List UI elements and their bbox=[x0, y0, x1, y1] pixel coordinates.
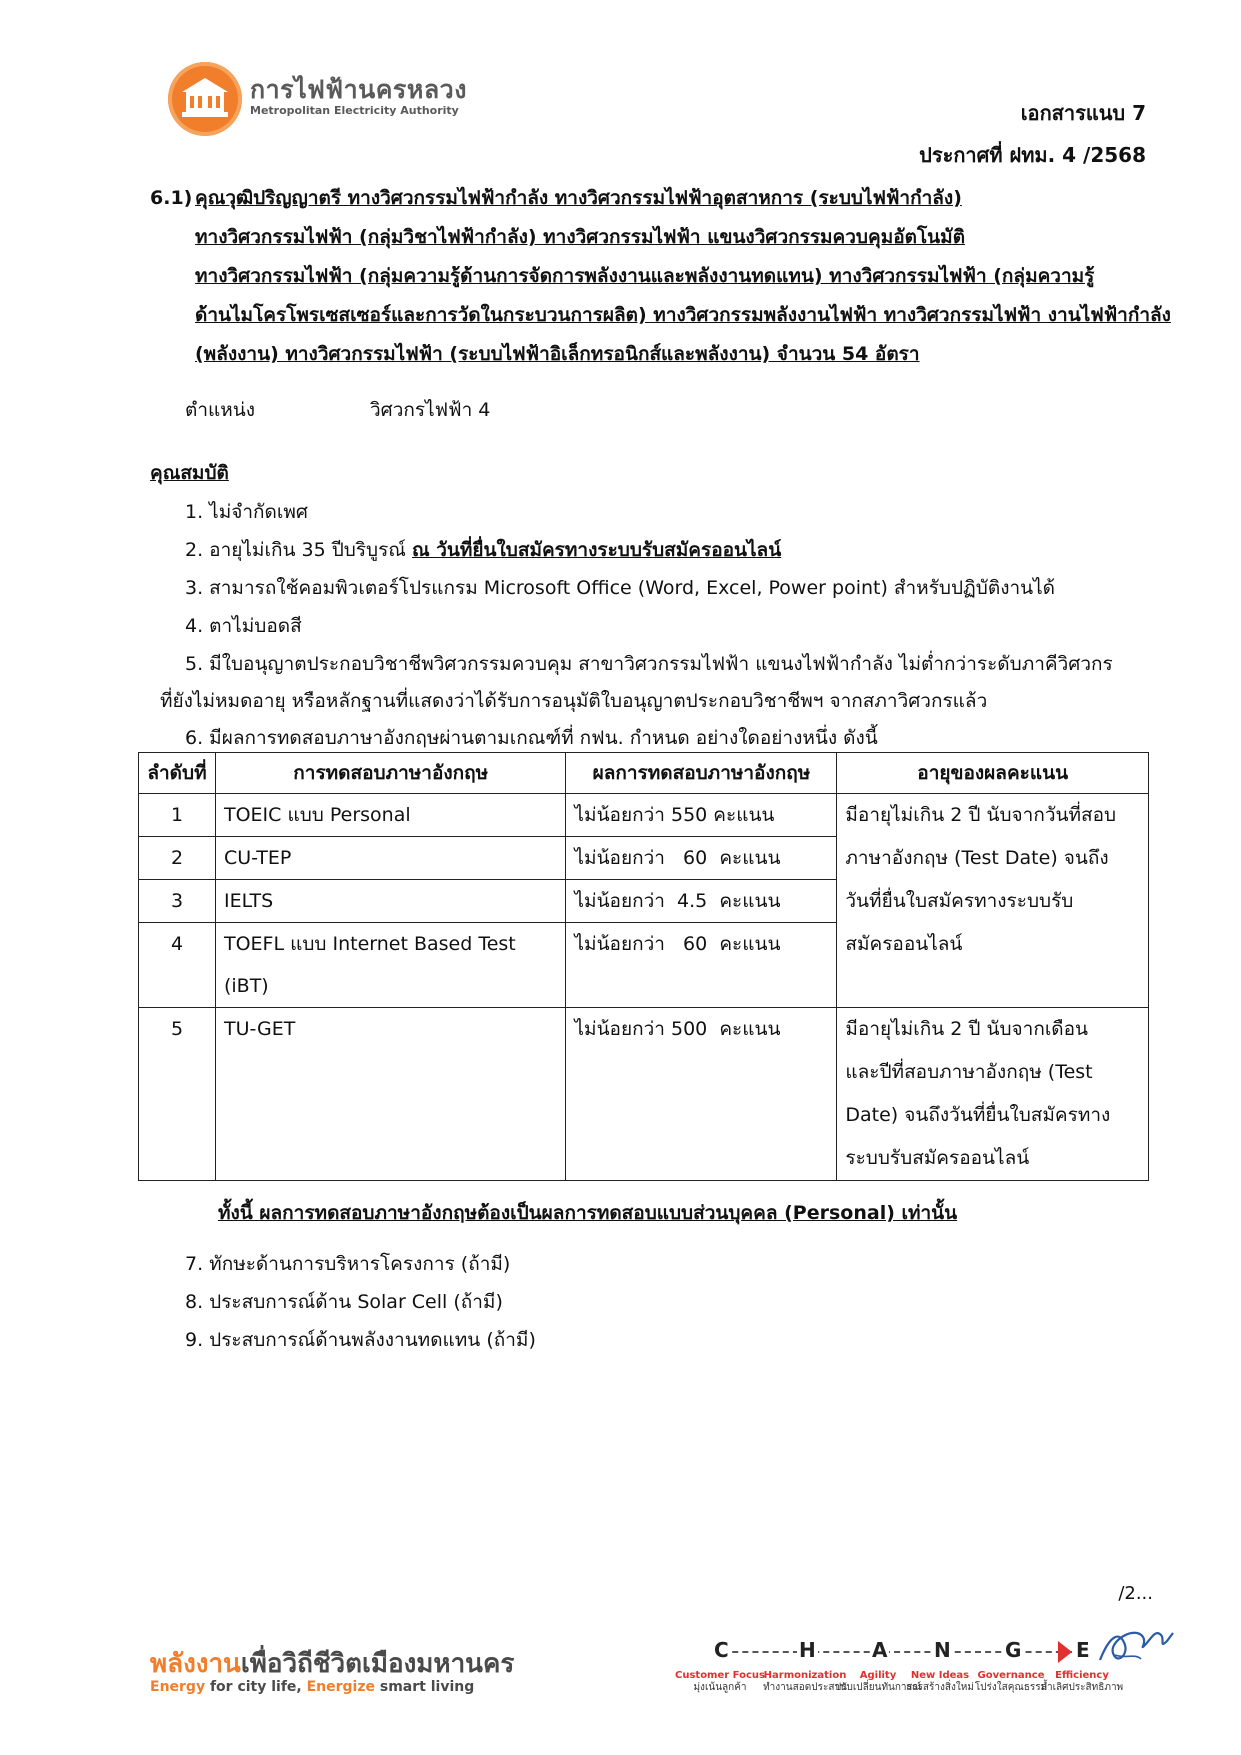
change-arrow-icon bbox=[1058, 1641, 1072, 1663]
change-caption bbox=[675, 1670, 765, 1694]
extra-item: 8. ประสบการณ์ด้าน Solar Cell (ถ้ามี) bbox=[185, 1291, 503, 1313]
test-score: ไม่น้อยกว่า 500 คะแนน bbox=[566, 1008, 837, 1181]
change-caption-en: Harmonization bbox=[763, 1670, 847, 1681]
change-letter: H bbox=[799, 1638, 816, 1662]
signature-image bbox=[1095, 1615, 1175, 1679]
extra-item: 7. ทักษะด้านการบริหารโครงการ (ถ้ามี) bbox=[185, 1253, 511, 1275]
qualification-item: 5. มีใบอนุญาตประกอบวิชาชีพวิศวกรรมควบคุม สาขาวิศวกรรมไฟฟ้า แขนงไฟฟ้ากำลัง ไม่ต่ำกว่าระดับภาคีวิศวกร bbox=[185, 653, 1113, 675]
qualification-item bbox=[185, 535, 781, 565]
slogan-en-accent: Energize bbox=[306, 1679, 376, 1695]
change-letter: G bbox=[1005, 1638, 1022, 1662]
validity-line: มีอายุไม่เกิน 2 ปี นับจากวันที่สอบ bbox=[845, 804, 1117, 826]
announcement-number: ประกาศที่ ฝทม. 4 /2568 bbox=[919, 143, 1146, 167]
change-caption-en: Efficiency bbox=[1055, 1670, 1109, 1681]
next-page-marker: /2... bbox=[1118, 1583, 1153, 1604]
qualification-emphasis: ณ วันที่ยื่นใบสมัครทางระบบรับสมัครออนไลน์ bbox=[411, 539, 782, 561]
table-row bbox=[139, 794, 1149, 837]
validity-line: วันที่ยื่นใบสมัครทางระบบรับ bbox=[845, 890, 1074, 912]
validity-line: ระบบรับสมัครออนไลน์ bbox=[845, 1147, 1030, 1169]
validity-line: และปีที่สอบภาษาอังกฤษ (Test bbox=[845, 1061, 1093, 1083]
test-score: ไม่น้อยกว่า 60 คะแนน bbox=[566, 923, 837, 1008]
attachment-label: เอกสารแนบ 7 bbox=[1020, 101, 1146, 125]
slogan-th-rest: เพื่อวิถีชีวิตเมืองมหานคร bbox=[240, 1649, 515, 1679]
org-name-en: Metropolitan Electricity Authority bbox=[250, 104, 459, 117]
score-validity bbox=[837, 1008, 1149, 1181]
test-name: TU-GET bbox=[215, 1008, 566, 1181]
test-score: ไม่น้อยกว่า 4.5 คะแนน bbox=[566, 880, 837, 923]
footer-slogan-th bbox=[150, 1643, 514, 1684]
validity-line: มีอายุไม่เกิน 2 ปี นับจากเดือน bbox=[845, 1018, 1089, 1040]
english-test-table bbox=[138, 752, 1149, 1181]
slogan-th-accent: พลังงาน bbox=[150, 1649, 241, 1679]
position-row bbox=[185, 395, 491, 425]
table-note: ทั้งนี้ ผลการทดสอบภาษาอังกฤษต้องเป็นผลการทดสอบแบบส่วนบุคคล (Personal) เท่านั้น bbox=[218, 1202, 958, 1224]
heading-line: (พลังงาน) ทางวิศวกรรมไฟฟ้า (ระบบไฟฟ้าอิเล็กทรอนิกส์และพลังงาน) จำนวน 54 อัตรา bbox=[195, 343, 920, 365]
change-caption-en: Agility bbox=[859, 1670, 897, 1681]
heading-line: ด้านไมโครโพรเซสเซอร์และการวัดในกระบวนการผลิต) ทางวิศวกรรมพลังงานไฟฟ้า ทางวิศวกรรมไฟฟ้า งานไฟฟ้ากำลัง bbox=[195, 304, 1171, 326]
table-header-row bbox=[139, 753, 1149, 794]
column-header: ผลการทดสอบภาษาอังกฤษ bbox=[566, 753, 837, 794]
qualification-item: 4. ตาไม่บอดสี bbox=[185, 615, 302, 637]
heading-line: ทางวิศวกรรมไฟฟ้า (กลุ่มความรู้ด้านการจัดการพลังงานและพลังงานทดแทน) ทางวิศวกรรมไฟฟ้า (กลุ่มความรู้ bbox=[195, 265, 1095, 287]
test-score: ไม่น้อยกว่า 60 คะแนน bbox=[566, 837, 837, 880]
change-letter: C bbox=[714, 1638, 729, 1662]
qualification-text: 2. อายุไม่เกิน 35 ปีบริบูรณ์ bbox=[185, 539, 412, 561]
validity-line: สมัครออนไลน์ bbox=[845, 933, 963, 955]
change-caption-th: มุ่งเน้นลูกค้า bbox=[693, 1682, 747, 1693]
validity-line: ภาษาอังกฤษ (Test Date) จนถึง bbox=[845, 847, 1109, 869]
column-header: อายุของผลคะแนน bbox=[837, 753, 1149, 794]
qualification-item: 1. ไม่จำกัดเพศ bbox=[185, 501, 308, 523]
qualification-item: 3. สามารถใช้คอมพิวเตอร์โปรแกรม Microsoft Office (Word, Excel, Power point) สำหรับปฏิบัติงานได้ bbox=[185, 577, 1056, 599]
table-row bbox=[139, 1008, 1149, 1181]
change-caption-th: สรรสร้างสิ่งใหม่ bbox=[906, 1682, 974, 1693]
test-name-line: (iBT) bbox=[223, 975, 269, 997]
test-name: CU-TEP bbox=[215, 837, 566, 880]
mea-logo bbox=[168, 62, 242, 136]
test-name: IELTS bbox=[215, 880, 566, 923]
change-caption-th: ทำงานสอดประสาน bbox=[763, 1682, 847, 1693]
slogan-en-text: for city life, bbox=[205, 1679, 307, 1695]
change-caption-th: โปร่งใสคุณธรรม bbox=[974, 1682, 1048, 1693]
change-caption-en: Governance bbox=[977, 1670, 1045, 1681]
test-name-line: TOEFL แบบ Internet Based Test bbox=[223, 933, 516, 955]
row-number: 4 bbox=[139, 923, 216, 1008]
extra-item: 9. ประสบการณ์ด้านพลังงานทดแทน (ถ้ามี) bbox=[185, 1329, 536, 1351]
validity-line: Date) จนถึงวันที่ยื่นใบสมัครทาง bbox=[845, 1104, 1111, 1126]
change-letter: E bbox=[1076, 1638, 1090, 1662]
slogan-en-accent: Energy bbox=[150, 1679, 206, 1695]
position-label: ตำแหน่ง bbox=[185, 399, 256, 421]
row-number: 2 bbox=[139, 837, 216, 880]
heading-line: ทางวิศวกรรมไฟฟ้า (กลุ่มวิชาไฟฟ้ากำลัง) ทางวิศวกรรมไฟฟ้า แขนงวิศวกรรมควบคุมอัตโนมัติ bbox=[195, 226, 966, 248]
test-name: TOEIC แบบ Personal bbox=[215, 794, 566, 837]
row-number: 5 bbox=[139, 1008, 216, 1181]
footer-slogan-en bbox=[150, 1679, 474, 1695]
org-name-th: การไฟฟ้านครหลวง bbox=[250, 75, 467, 104]
test-name bbox=[215, 923, 566, 1008]
qualifications-title: คุณสมบัติ bbox=[150, 462, 229, 484]
test-score: ไม่น้อยกว่า 550 คะแนน bbox=[566, 794, 837, 837]
change-caption-th: ล้ำเลิศประสิทธิภาพ bbox=[1040, 1682, 1124, 1693]
change-letter: N bbox=[934, 1638, 951, 1662]
change-caption-th: ปรับเปลี่ยนทันการณ์ bbox=[834, 1682, 922, 1693]
slogan-en-text: smart living bbox=[375, 1679, 475, 1695]
section-number: 6.1) bbox=[150, 187, 193, 209]
row-number: 3 bbox=[139, 880, 216, 923]
qualification-item-cont: ที่ยังไม่หมดอายุ หรือหลักฐานที่แสดงว่าได้รับการอนุมัติใบอนุญาตประกอบวิชาชีพฯ จากสภาวิศวกรแล้ว bbox=[160, 690, 988, 712]
change-caption-en: Customer Focus bbox=[675, 1670, 765, 1681]
score-validity bbox=[837, 794, 1149, 1008]
position-value: วิศวกรไฟฟ้า 4 bbox=[370, 399, 491, 421]
qualification-item: 6. มีผลการทดสอบภาษาอังกฤษผ่านตามเกณฑ์ที่ กฟน. กำหนด อย่างใดอย่างหนึ่ง ดังนี้ bbox=[185, 727, 878, 749]
heading-line: คุณวุฒิปริญญาตรี ทางวิศวกรรมไฟฟ้ากำลัง ทางวิศวกรรมไฟฟ้าอุตสาหการ (ระบบไฟฟ้ากำลัง) bbox=[195, 187, 962, 209]
row-number: 1 bbox=[139, 794, 216, 837]
column-header: ลำดับที่ bbox=[139, 753, 216, 794]
change-letter: A bbox=[872, 1638, 888, 1662]
change-caption-en: New Ideas bbox=[910, 1670, 970, 1681]
column-header: การทดสอบภาษาอังกฤษ bbox=[215, 753, 566, 794]
